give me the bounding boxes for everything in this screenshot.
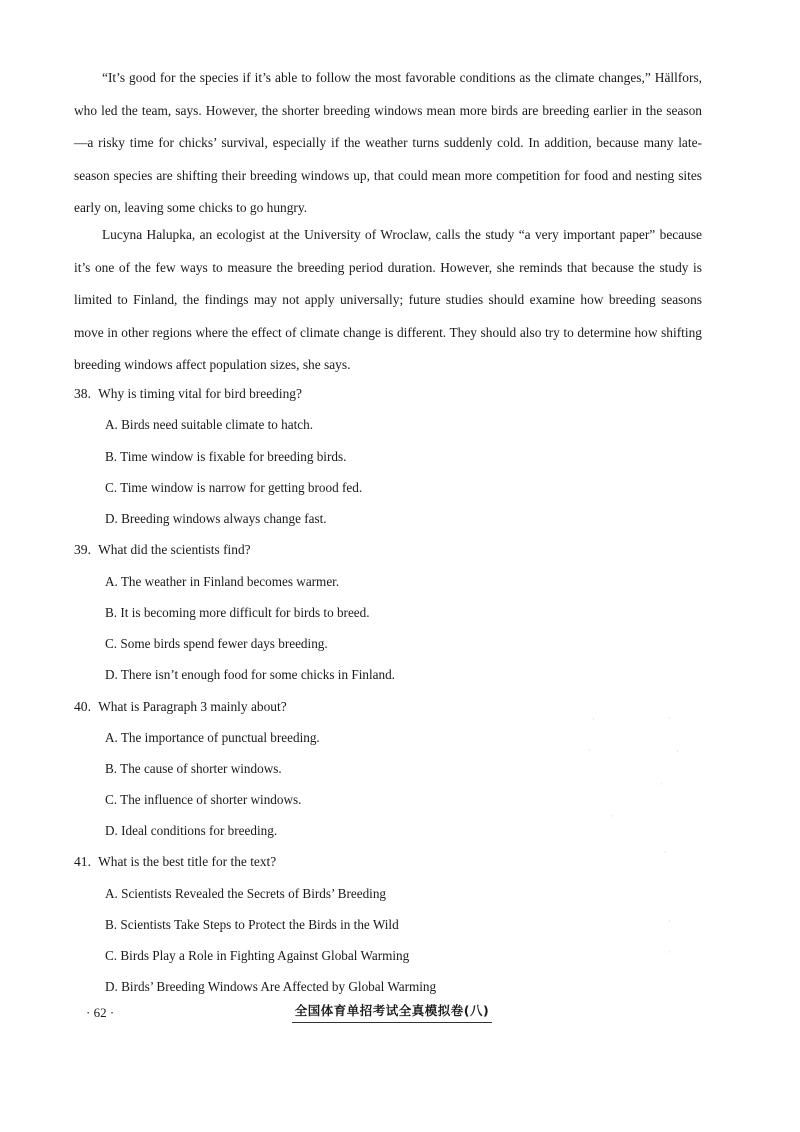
scan-smudge: · xyxy=(664,848,667,858)
question-41-option-a: A. Scientists Revealed the Secrets of Birds’ Breeding xyxy=(105,886,387,901)
scan-smudge: · xyxy=(676,747,679,757)
question-number: 41. xyxy=(74,854,91,869)
question-38-option-a: A. Birds need suitable climate to hatch. xyxy=(105,417,314,432)
question-41-stem xyxy=(74,852,276,872)
question-text: Why is timing vital for bird breeding? xyxy=(98,386,302,401)
question-40-stem xyxy=(74,697,287,717)
question-number: 40. xyxy=(74,699,91,714)
question-40-option-a: A. The importance of punctual breeding. xyxy=(105,730,320,745)
question-40-option-c: C. The influence of shorter windows. xyxy=(105,792,302,807)
scan-smudge: · xyxy=(610,812,613,822)
page-number: · 62 · xyxy=(86,1005,115,1020)
question-41-option-d: D. Birds’ Breeding Windows Are Affected by Global Warming xyxy=(105,979,437,994)
question-41-option-c: C. Birds Play a Role in Fighting Against Global Warming xyxy=(105,948,410,963)
question-text: What is the best title for the text? xyxy=(98,854,277,869)
scan-smudge: · xyxy=(668,714,671,724)
question-39-stem xyxy=(74,540,251,560)
question-39-option-d: D. There isn’t enough food for some chicks in Finland. xyxy=(105,667,395,682)
question-text: What did the scientists find? xyxy=(98,542,251,557)
question-38-option-b: B. Time window is fixable for breeding birds. xyxy=(105,449,347,464)
exam-title: 全国体育单招考试全真模拟卷(八) xyxy=(292,1001,492,1023)
scan-smudge: · xyxy=(668,917,671,927)
passage-paragraph: Lucyna Halupka, an ecologist at the University of Wroclaw, calls the study “a very important paper” because it’s one of the few ways to measure the breeding period duration. However, she reminds that because the study is limited to Finland, the findings may not apply universally; future studies should examine how breeding seasons move in other regions where the effect of climate change is different. They should also try to determine how shifting breeding windows affect population sizes, she says. xyxy=(74,227,702,373)
scan-smudge: · xyxy=(668,948,671,958)
scan-smudge: · xyxy=(660,780,663,790)
question-39-option-c: C. Some birds spend fewer days breeding. xyxy=(105,636,328,651)
question-text: What is Paragraph 3 mainly about? xyxy=(98,699,287,714)
question-40-option-d: D. Ideal conditions for breeding. xyxy=(105,823,278,838)
question-number: 39. xyxy=(74,542,91,557)
question-39-option-a: A. The weather in Finland becomes warmer. xyxy=(105,574,340,589)
scan-smudge: · xyxy=(592,715,595,725)
question-41-option-b: B. Scientists Take Steps to Protect the Birds in the Wild xyxy=(105,917,399,932)
question-38-stem xyxy=(74,384,302,404)
question-40-option-b: B. The cause of shorter windows. xyxy=(105,761,282,776)
scan-smudge: · xyxy=(588,746,591,756)
question-38-option-c: C. Time window is narrow for getting brood fed. xyxy=(105,480,363,495)
question-38-option-d: D. Breeding windows always change fast. xyxy=(105,511,327,526)
question-39-option-b: B. It is becoming more difficult for birds to breed. xyxy=(105,605,370,620)
passage-paragraph: “It’s good for the species if it’s able to follow the most favorable conditions as the climate changes,” Hällfors, who led the team, says. However, the shorter breeding windows mean more birds are breeding earlier in the season—a risky time for chicks’ survival, especially if the weather turns suddenly cold. In addition, because many late-season species are shifting their breeding windows up, that could mean more competition for food and nesting sites early on, leaving some chicks to go hungry. xyxy=(74,70,702,216)
question-number: 38. xyxy=(74,386,91,401)
